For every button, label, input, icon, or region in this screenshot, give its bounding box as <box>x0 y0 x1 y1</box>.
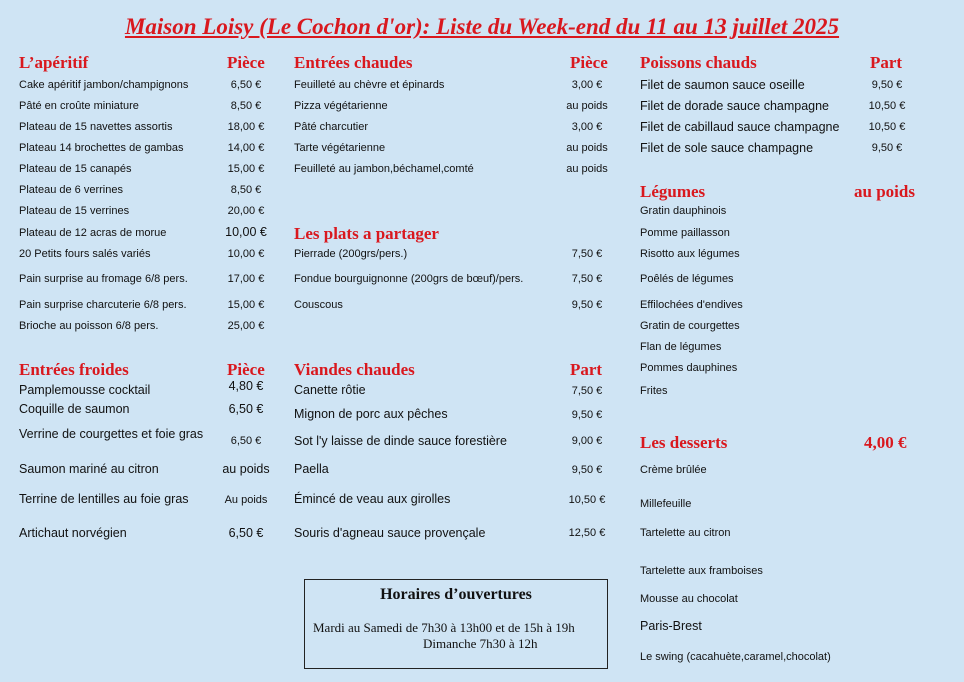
aperitif-price: 8,50 € <box>230 184 262 196</box>
viandes-item: Sot l'y laisse de dinde sauce forestière <box>294 434 507 448</box>
entrees-froides-item: Verrine de courgettes et foie gras <box>19 427 204 441</box>
legumes-unit: au poids <box>854 182 915 201</box>
entrees-froides-price: 6,50 € <box>230 435 262 447</box>
legumes-item: Pommes dauphines <box>640 362 738 374</box>
aperitif-price: 10,00 € <box>225 225 267 239</box>
poissons-price: 10,50 € <box>868 100 906 112</box>
poissons-heading: Poissons chauds <box>640 53 757 72</box>
desserts-item: Le swing (cacahuète,caramel,chocolat) <box>640 651 831 663</box>
entrees-froides-item: Coquille de saumon <box>19 402 130 416</box>
viandes-price: 12,50 € <box>568 527 606 539</box>
poissons-unit: Part <box>870 53 903 72</box>
viandes-item: Paella <box>294 462 329 476</box>
desserts-item: Crème brûlée <box>640 464 707 476</box>
aperitif-price: 6,50 € <box>230 79 262 91</box>
viandes-price: 10,50 € <box>568 494 606 506</box>
entrees-froides-item: Saumon mariné au citron <box>19 462 159 476</box>
entrees-chaudes-item: Feuilleté au jambon,béchamel,comté <box>294 163 474 175</box>
aperitif-item: Plateau 14 brochettes de gambas <box>19 142 184 154</box>
legumes-item: Risotto aux légumes <box>640 248 740 260</box>
viandes-unit: Part <box>570 360 603 379</box>
aperitif-price: 25,00 € <box>227 320 265 332</box>
plats-partager-item: Pierrade (200grs/pers.) <box>294 248 408 260</box>
entrees-chaudes-item: Pizza végétarienne <box>294 100 388 112</box>
legumes-item: Effilochées d'endives <box>640 299 743 311</box>
aperitif-price: 10,00 € <box>227 248 265 260</box>
poissons-item: Filet de saumon sauce oseille <box>640 78 805 92</box>
desserts-item: Mousse au chocolat <box>640 593 738 605</box>
aperitif-price: 17,00 € <box>227 273 265 285</box>
desserts-price: 4,00 € <box>864 433 907 452</box>
entrees-froides-price: 4,80 € <box>228 379 264 393</box>
aperitif-price: 14,00 € <box>227 142 265 154</box>
aperitif-item: Plateau de 15 canapés <box>19 163 132 175</box>
plats-partager-item: Fondue bourguignonne (200grs de bœuf)/pers. <box>294 273 524 285</box>
entrees-froides-heading: Entrées froides <box>19 360 129 379</box>
aperitif-item: Pain surprise au fromage 6/8 pers. <box>19 273 188 285</box>
viandes-price: 9,00 € <box>571 435 603 447</box>
entrees-froides-item: Terrine de lentilles au foie gras <box>19 492 189 506</box>
poissons-price: 9,50 € <box>871 142 903 154</box>
aperitif-unit: Pièce <box>227 53 265 72</box>
viandes-item: Souris d'agneau sauce provençale <box>294 526 486 540</box>
viandes-price: 9,50 € <box>571 464 603 476</box>
desserts-item: Tartelette aux framboises <box>640 565 763 577</box>
aperitif-item: Plateau de 6 verrines <box>19 184 123 196</box>
opening-hours-title: Horaires d’ouvertures <box>380 586 532 603</box>
aperitif-heading: L’apéritif <box>19 53 89 72</box>
opening-hours-weekdays: Mardi au Samedi de 7h30 à 13h00 et de 15h à 19h <box>313 620 575 635</box>
entrees-froides-unit: Pièce <box>227 360 265 379</box>
aperitif-item: Plateau de 15 verrines <box>19 205 130 217</box>
page-title: Maison Loisy (Le Cochon d'or): Liste du Week-end du 11 au 13 juillet 2025 <box>124 14 840 39</box>
aperitif-price: 15,00 € <box>227 299 265 311</box>
entrees-chaudes-item: Tarte végétarienne <box>294 142 386 154</box>
opening-hours-box <box>304 579 608 669</box>
aperitif-item: Plateau de 15 navettes assortis <box>19 121 173 133</box>
entrees-chaudes-item: Feuilleté au chèvre et épinards <box>294 79 445 91</box>
entrees-chaudes-unit: Pièce <box>570 53 608 72</box>
entrees-chaudes-price: 3,00 € <box>571 121 603 133</box>
poissons-price: 10,50 € <box>868 121 906 133</box>
aperitif-item: Pâté en croûte miniature <box>19 100 139 112</box>
aperitif-item: Cake apéritif jambon/champignons <box>19 79 189 91</box>
plats-partager-item: Couscous <box>294 299 343 311</box>
entrees-chaudes-price: au poids <box>566 163 608 175</box>
entrees-froides-item: Artichaut norvégien <box>19 526 127 540</box>
aperitif-price: 15,00 € <box>227 163 265 175</box>
entrees-froides-price: 6,50 € <box>228 402 264 416</box>
legumes-item: Pomme paillasson <box>640 227 730 239</box>
legumes-heading: Légumes <box>640 182 706 201</box>
aperitif-item: Pain surprise charcuterie 6/8 pers. <box>19 299 187 311</box>
entrees-chaudes-item: Pâté charcutier <box>294 121 368 133</box>
entrees-chaudes-heading: Entrées chaudes <box>294 53 413 72</box>
poissons-price: 9,50 € <box>871 79 903 91</box>
poissons-item: Filet de sole sauce champagne <box>640 141 814 155</box>
legumes-item: Poêlés de légumes <box>640 273 734 285</box>
viandes-item: Canette rôtie <box>294 383 366 397</box>
poissons-item: Filet de dorade sauce champagne <box>640 99 830 113</box>
entrees-froides-item: Pamplemousse cocktail <box>19 383 151 397</box>
aperitif-price: 18,00 € <box>227 121 265 133</box>
desserts-item: Tartelette au citron <box>640 527 731 539</box>
plats-partager-price: 9,50 € <box>571 299 603 311</box>
opening-hours-sunday: Dimanche 7h30 à 12h <box>423 636 538 651</box>
entrees-chaudes-price: au poids <box>566 142 608 154</box>
aperitif-item: Brioche au poisson 6/8 pers. <box>19 320 159 332</box>
entrees-froides-price: Au poids <box>224 494 268 506</box>
viandes-price: 7,50 € <box>571 385 603 397</box>
entrees-chaudes-price: 3,00 € <box>571 79 603 91</box>
aperitif-item: 20 Petits fours salés variés <box>19 248 151 260</box>
plats-partager-price: 7,50 € <box>571 248 603 260</box>
entrees-froides-price: au poids <box>222 462 270 476</box>
aperitif-price: 8,50 € <box>230 100 262 112</box>
poissons-item: Filet de cabillaud sauce champagne <box>640 120 840 134</box>
aperitif-item: Plateau de 12 acras de morue <box>19 227 167 239</box>
plats-partager-price: 7,50 € <box>571 273 603 285</box>
legumes-item: Gratin de courgettes <box>640 320 740 332</box>
desserts-item: Millefeuille <box>640 498 692 510</box>
desserts-heading: Les desserts <box>640 433 728 452</box>
legumes-item: Gratin dauphinois <box>640 205 727 217</box>
aperitif-price: 20,00 € <box>227 205 265 217</box>
viandes-item: Émincé de veau aux girolles <box>294 492 451 506</box>
legumes-item: Frites <box>640 385 668 397</box>
entrees-chaudes-price: au poids <box>566 100 608 112</box>
plats-partager-heading: Les plats a partager <box>294 224 439 243</box>
entrees-froides-price: 6,50 € <box>228 526 264 540</box>
viandes-price: 9,50 € <box>571 409 603 421</box>
desserts-item: Paris-Brest <box>640 619 702 633</box>
legumes-item: Flan de légumes <box>640 341 722 353</box>
viandes-heading: Viandes chaudes <box>294 360 415 379</box>
viandes-item: Mignon de porc aux pêches <box>294 407 448 421</box>
